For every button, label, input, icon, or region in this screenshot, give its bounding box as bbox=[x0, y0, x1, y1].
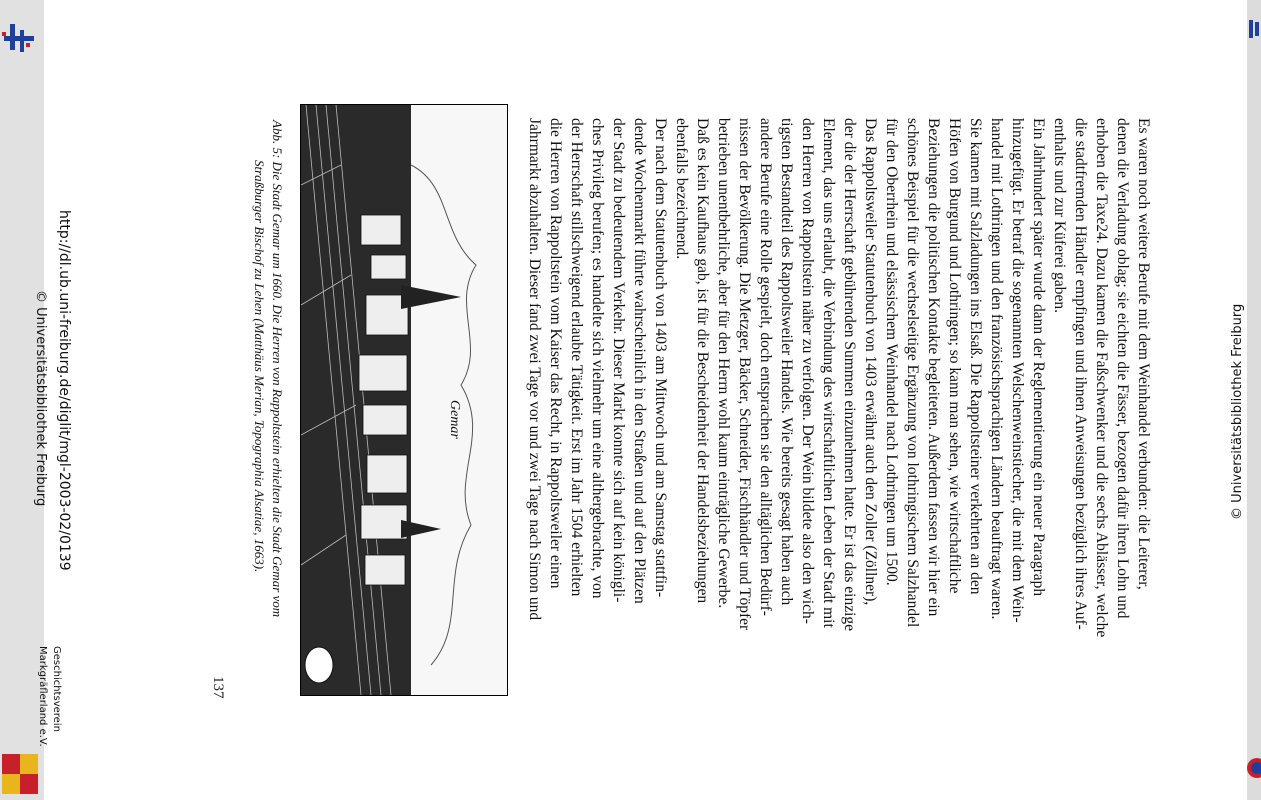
text-line: hinzugefügt. Er betraf die sogenannten Welschenweinstiecher, die mit dem Wein- bbox=[1009, 118, 1026, 623]
coat-of-arms-icon bbox=[1247, 752, 1261, 792]
text-line: Element, das uns erlaubt, die Verbindung des wirtschaftlichen Leben der Stadt mit bbox=[820, 118, 837, 628]
permalink-url[interactable]: http://dl.ub.uni-freiburg.de/diglit/mgl-2003-02/0139 bbox=[56, 210, 72, 571]
text-line: dende Wochenmarkt führte wahrscheinlich in den Straßen und auf den Plätzen bbox=[631, 118, 648, 604]
caption-line: Straßburger Bischof zu Lehen (Matthäus Merian, Topographia Alsatiae, 1663). bbox=[252, 160, 267, 573]
text-line: der Stadt zu bedeutendem Verkehr. Dieser Markt konnte sich auf kein königli- bbox=[610, 118, 627, 603]
text-line: enthalts und zur Küferei gaben. bbox=[1051, 118, 1068, 313]
coat-of-arms-icon bbox=[0, 750, 40, 800]
library-logo-icon bbox=[1247, 18, 1261, 48]
text-line: der die der Herrschaft gebührenden Summen einzunehmen hatte. Er ist das einzige bbox=[841, 118, 858, 632]
figure-caption bbox=[250, 120, 286, 686]
text-line: für den Oberrhein und elsässischem Weinhandel nach Lothringen um 1500. bbox=[883, 118, 900, 586]
text-line: andere Berufe eine Rolle gespielt, doch entsprachen sie den alltäglichen Bedürf- bbox=[757, 118, 774, 616]
text-line: Daß es kein Kaufhaus gab, ist für die Bescheidenheit der Handelsbeziehungen bbox=[694, 118, 711, 604]
text-line: tigsten Bestandteil des Rappoltsweiler Handels. Wie bereits gesagt haben auch bbox=[778, 118, 795, 606]
text-line: Es waren noch weitere Berufe mit dem Weinhandel verbunden: die Leiterer, bbox=[1135, 118, 1152, 590]
text-line: die stadtfremden Händler empfingen und ihnen Anweisungen bezüglich ihres Auf- bbox=[1072, 118, 1089, 630]
text-line: der Herrschaft stillschweigend erlaubte Tätigkeit. Erst im Jahr 1504 erhielten bbox=[568, 118, 585, 597]
text-line: denen die Verladung oblag; sie eichten die Fässer, bezogen dafür ihren Lohn und bbox=[1114, 118, 1131, 619]
engraving-image bbox=[300, 104, 508, 696]
text-line: Sie kamen mit Salzladungen ins Elsaß. Die Rappoltsteiner verkehrten an den bbox=[967, 118, 984, 595]
paragraph-2 bbox=[881, 118, 1049, 698]
paragraph-4 bbox=[524, 118, 671, 698]
text-line: Höfen von Burgund und Lothringen; so kann man sehen, wie wirtschaftliche bbox=[946, 118, 963, 594]
org-name-2: Markgräflerland e.V. bbox=[37, 646, 48, 747]
page-number: 137 bbox=[210, 676, 226, 699]
text-line: handel mit Lothringen und den französischsprachigen Ländern beauftragt waren. bbox=[988, 118, 1005, 620]
text-line: Jahrmarkt abzuhalten. Dieser fand zwei Tage vor und zwei Tage nach Simon und bbox=[526, 118, 543, 621]
library-logo-icon bbox=[0, 10, 40, 60]
paragraph-3 bbox=[671, 118, 881, 698]
text-line: erhoben die Taxe24. Dazu kamen die Faßschwenker und die sechs Ablässer, welche bbox=[1093, 118, 1110, 638]
engraving-label: Gemar bbox=[447, 400, 462, 439]
text-line: ebenfalls bezeichnend. bbox=[673, 118, 690, 260]
text-line: die Herren von Rappoltstein vom Kaiser das Recht, in Rappoltsweiler einen bbox=[547, 118, 564, 589]
text-line: Ein Jahrhundert später wurde dann der Reglementierung ein neuer Paragraph bbox=[1030, 118, 1047, 597]
caption-line: Abb. 5: Die Stadt Gemar um 1660. Die Herren von Rappoltstein erhielten die Stadt Gemar vom bbox=[270, 120, 285, 618]
text-line: den Herren von Rappoltstein näher zu verfolgen. Der Wein bildete also den wich- bbox=[799, 118, 816, 624]
text-line: nissen der Bevölkerung. Die Metzger, Bäcker, Schneider, Fischhändler und Töpfer bbox=[736, 118, 753, 631]
text-line: Das Rappoltsweiler Statutenbuch von 1403 erwähnt auch den Zoller (Zöllner), bbox=[862, 118, 879, 606]
org-name: Geschichtsverein bbox=[51, 646, 62, 732]
text-line: Beziehungen die politischen Kontakte begleiteten. Außerdem fassen wir hier ein bbox=[925, 118, 942, 617]
text-line: betrieben unentbehrliche, aber für den Herrn wohl kaum einträgliche Gewerbe. bbox=[715, 118, 732, 609]
text-line: schönes Beispiel für die wechselseitige Ergänzung von lothringischem Salzhandel bbox=[904, 118, 921, 628]
document-page bbox=[33, 0, 1247, 800]
viewer-right-margin bbox=[1247, 0, 1261, 800]
text-line: ches Privileg berufen; es handelte sich vielmehr um eine althergebrachte, von bbox=[589, 118, 606, 599]
body-text bbox=[524, 118, 1154, 698]
copyright-header: © Universitätsbibliothek Freiburg bbox=[1230, 303, 1245, 520]
paragraph-1 bbox=[1049, 118, 1154, 698]
copyright-footer: © Universitätsbibliothek Freiburg bbox=[33, 290, 48, 507]
text-line: Der nach dem Statutenbuch von 1403 am Mittwoch und am Samstag stattfin- bbox=[652, 118, 669, 598]
town-view-illustration bbox=[301, 105, 507, 695]
